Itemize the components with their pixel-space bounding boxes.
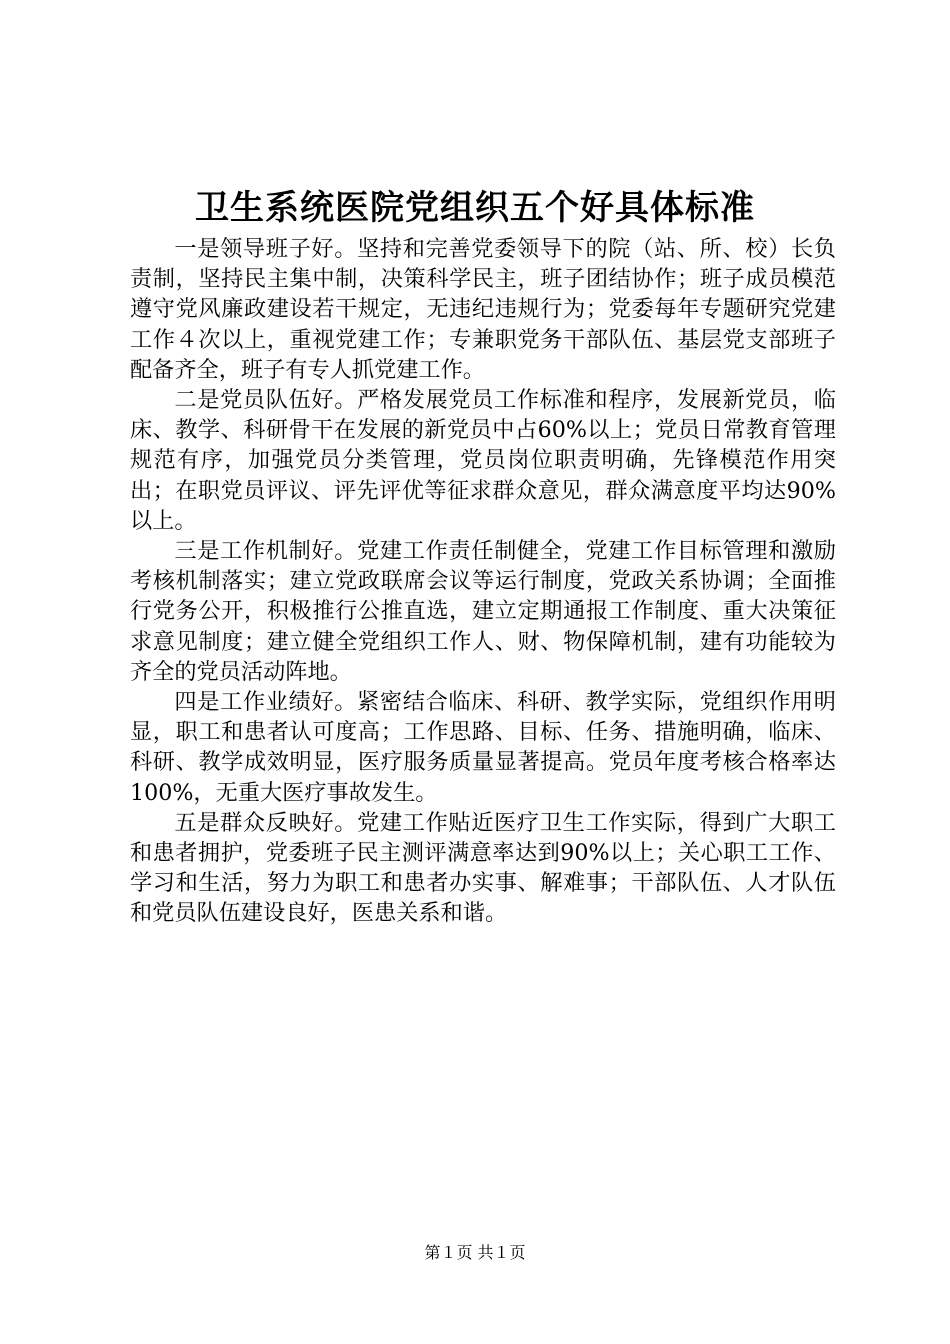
paragraph-work-performance: 四是工作业绩好。紧密结合临床、科研、教学实际，党组织作用明显，职工和患者认可度高；工作思路、目标、任务、措施明确，临床、科研、教学成效明显，医疗服务质量显著提高。党员年度考核合格率达100%，无重大医疗事故发生。	[130, 689, 836, 806]
paragraph-party-members: 二是党员队伍好。严格发展党员工作标准和程序，发展新党员，临床、教学、科研骨干在发展的新党员中占60%以上；党员日常教育管理规范有序，加强党员分类管理，党员岗位职责明确，先锋模范作用突出；在职党员评议、评先评优等征求群众意见，群众满意度平均达90%以上。	[130, 387, 836, 534]
paragraph-public-feedback: 五是群众反映好。党建工作贴近医疗卫生工作实际，得到广大职工和患者拥护，党委班子民主测评满意率达到90%以上；关心职工工作、学习和生活，努力为职工和患者办实事、解难事；干部队伍、人才队伍和党员队伍建设良好，医患关系和谐。	[130, 809, 836, 927]
paragraph-leadership: 一是领导班子好。坚持和完善党委领导下的院（站、所、校）长负责制，坚持民主集中制，决策科学民主，班子团结协作；班子成员模范遵守党风廉政建设若干规定，无违纪违规行为；党委每年专题研究党建工作４次以上，重视党建工作；专兼职党务干部队伍、基层党支部班子配备齐全，班子有专人抓党建工作。	[130, 236, 836, 383]
page-number-footer: 第１页 共１页	[424, 1243, 526, 1262]
paragraph-work-mechanism: 三是工作机制好。党建工作责任制健全，党建工作目标管理和激励考核机制落实；建立党政联席会议等运行制度，党政关系协调；全面推行党务公开，积极推行公推直选，建立定期通报工作制度、重大决策征求意见制度；建立健全党组织工作人、财、物保障机制，建有功能较为齐全的党员活动阵地。	[130, 538, 836, 685]
document-body	[130, 234, 836, 929]
document-title: 卫生系统医院党组织五个好具体标准	[195, 188, 755, 228]
